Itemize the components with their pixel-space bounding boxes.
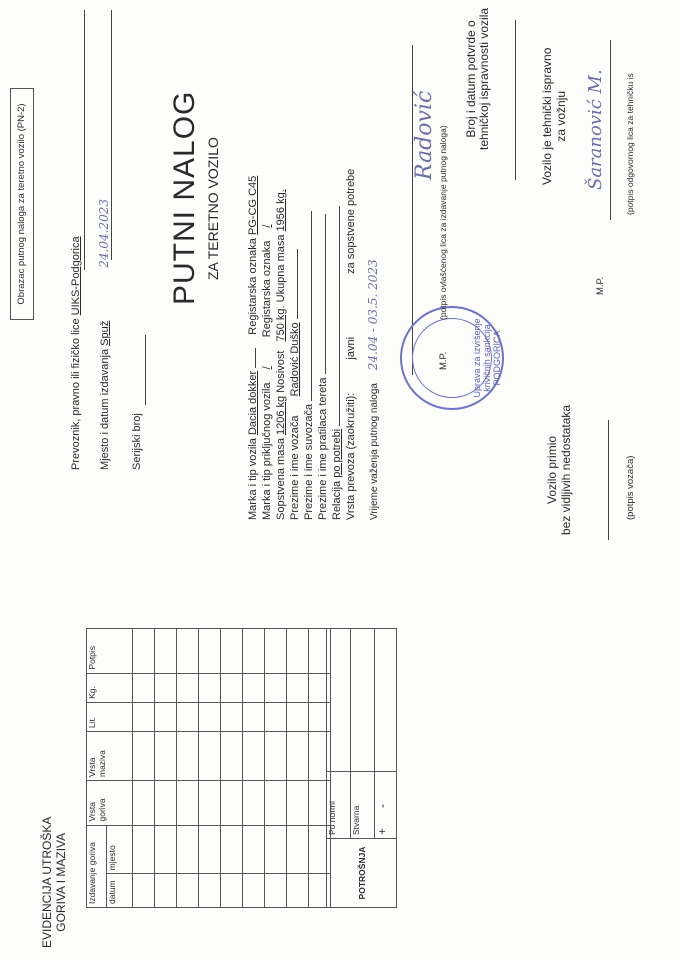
table-cell[interactable]: [221, 732, 243, 781]
transport-type-row: Vrsta prevoza (zaokružiti): javni za sopstvene potrebe: [345, 168, 357, 520]
tech-ok-label: Vozilo je tehnički ispravno za vožnju: [540, 47, 568, 185]
table-cell[interactable]: [177, 629, 199, 674]
date-value: 24.04.2023: [97, 199, 111, 268]
consumption-diff-value: [375, 629, 397, 772]
carrier-value: UIKS-Podgorica: [70, 236, 82, 316]
vehicle-block: [246, 169, 382, 520]
table-cell[interactable]: [243, 673, 265, 702]
table-cell[interactable]: [199, 732, 221, 781]
table-cell[interactable]: [243, 732, 265, 781]
table-cell[interactable]: [199, 702, 221, 731]
table-cell[interactable]: [243, 825, 265, 874]
table-row: [287, 629, 309, 908]
consumption-actual-value: [351, 629, 375, 772]
table-cell[interactable]: [155, 673, 177, 702]
driver-sign-line: [608, 420, 609, 540]
table-cell[interactable]: [177, 874, 199, 908]
table-cell[interactable]: [177, 732, 199, 781]
consumption-norm-value: [327, 629, 351, 772]
serial-line: [145, 335, 146, 405]
table-row: [133, 629, 155, 908]
table-cell[interactable]: [155, 874, 177, 908]
mp-label-bottom: M.P.: [595, 276, 606, 295]
table-row: [243, 629, 265, 908]
tech-signature: Šaranović M.: [585, 69, 606, 190]
table-row: [221, 629, 243, 908]
table-cell[interactable]: [265, 781, 287, 826]
table-cell[interactable]: [265, 629, 287, 674]
table-cell[interactable]: [133, 874, 155, 908]
col-signature: Potpis: [87, 629, 133, 674]
validity-row: Vrijeme važenja putnog naloga 24.04 - 03.5. 2023: [366, 259, 380, 520]
table-cell[interactable]: [243, 874, 265, 908]
table-cell[interactable]: [133, 825, 155, 874]
table-cell[interactable]: [199, 874, 221, 908]
col-fuel-type: Vrsta goriva: [87, 781, 133, 826]
driver-row: Prezime i ime vozača Radović Duško: [288, 169, 302, 520]
page-subtitle: ZA TERETNO VOZILO: [205, 137, 221, 280]
table-cell[interactable]: [177, 825, 199, 874]
table-cell[interactable]: [155, 629, 177, 674]
table-cell[interactable]: [287, 781, 309, 826]
tech-caption: (potpis odgovornog lica za tehničku is: [625, 73, 635, 215]
table-cell[interactable]: [287, 732, 309, 781]
tech-confirm-line: [515, 20, 516, 180]
consumption-actual: Stvarna: [351, 772, 375, 839]
table-cell[interactable]: [221, 874, 243, 908]
table-cell[interactable]: [265, 732, 287, 781]
table-cell[interactable]: [287, 874, 309, 908]
date-line: [111, 10, 112, 260]
trailer-row: Marka i tip priključnog vozila / Registarska oznaka /: [261, 224, 273, 520]
table-cell[interactable]: [133, 781, 155, 826]
table-cell[interactable]: [221, 702, 243, 731]
table-cell[interactable]: [199, 673, 221, 702]
table-cell[interactable]: [243, 629, 265, 674]
codriver-row: Prezime i ime suvozača: [302, 169, 316, 520]
fuel-record-title: EVIDENCIJA UTROŠKA GORIVA I MAZIVA: [40, 816, 68, 948]
table-cell[interactable]: [133, 673, 155, 702]
table-cell[interactable]: [155, 702, 177, 731]
mass-row: Sopstvena masa 1206 kg Nosivost 750 kg. Ukupna masa 1956 kg.: [275, 189, 287, 520]
table-cell[interactable]: [221, 825, 243, 874]
table-cell[interactable]: [287, 702, 309, 731]
place-value: Spuž: [99, 320, 111, 346]
table-cell[interactable]: [221, 629, 243, 674]
make-row: Marka i tip vozila Dacia dokker Registarska oznaka PG-CG C45: [247, 175, 259, 520]
option-own-needs[interactable]: za sopstvene potrebe: [345, 168, 357, 274]
col-issue: Izdavanje goriva: [87, 825, 107, 907]
table-cell[interactable]: [265, 874, 287, 908]
table-cell[interactable]: [199, 629, 221, 674]
table-cell[interactable]: [155, 825, 177, 874]
table-cell[interactable]: [199, 781, 221, 826]
table-cell[interactable]: [177, 781, 199, 826]
carrier-line: [84, 10, 85, 270]
official-stamp: Uprava za izvršenje krivičnih sankcija PODGORICA: [400, 306, 504, 410]
option-public[interactable]: javni: [345, 336, 357, 360]
table-cell[interactable]: [287, 825, 309, 874]
place-date-row: Mjesto i datum izdavanja Spuž 24.04.2023: [97, 199, 111, 470]
table-cell[interactable]: [155, 781, 177, 826]
table-cell[interactable]: [287, 673, 309, 702]
col-lube-type: Vrsta maziva: [87, 732, 133, 781]
page-title: PUTNI NALOG: [168, 90, 201, 305]
table-cell[interactable]: [177, 702, 199, 731]
tech-sign-line: [610, 40, 611, 220]
table-cell[interactable]: [177, 673, 199, 702]
consumption-diff: + -: [375, 772, 397, 839]
serial-row: Serijski broj: [131, 413, 143, 470]
table-cell[interactable]: [199, 825, 221, 874]
consumption-label: POTROŠNJA: [327, 839, 397, 908]
validity-value: 24.04 - 03.5. 2023: [366, 259, 380, 371]
table-cell[interactable]: [265, 673, 287, 702]
authorized-caption: (potpis ovlašćenog lica za izdavanje putnog naloga): [438, 125, 448, 320]
col-place: mjesto: [107, 825, 133, 874]
col-liters: Lit.: [87, 702, 133, 731]
table-cell[interactable]: [155, 732, 177, 781]
col-date: datum: [107, 874, 133, 908]
driver-caption: (potpis vozača): [625, 455, 636, 520]
table-row: [199, 629, 221, 908]
table-cell[interactable]: [221, 673, 243, 702]
table-cell[interactable]: [133, 702, 155, 731]
table-cell[interactable]: [133, 629, 155, 674]
table-row: [265, 629, 287, 908]
table-row: [155, 629, 177, 908]
consumption-norm: Po normi: [327, 772, 351, 839]
authorized-signature: Radović: [412, 90, 437, 180]
table-cell[interactable]: [243, 781, 265, 826]
table-cell[interactable]: [221, 781, 243, 826]
tech-confirm-label: Broj i datum potvrde o tehničkoj ispravnosti vozila: [464, 7, 491, 150]
escort-row: Prezime i ime pratilaca tereta: [316, 169, 330, 520]
form-code-box: Obrazac putnog naloga za teretno vozilo (PN-2): [10, 88, 34, 320]
table-cell[interactable]: [133, 732, 155, 781]
fuel-rows: [133, 629, 331, 908]
vehicle-received-label: Vozilo primio bez vidljivih nedostataka: [545, 404, 573, 535]
fuel-record-table: [86, 628, 331, 908]
table-cell[interactable]: [287, 629, 309, 674]
route-row: Relacija po potrebi: [330, 169, 344, 520]
table-cell[interactable]: [243, 702, 265, 731]
col-kg: Kg.: [87, 673, 133, 702]
table-cell[interactable]: [265, 825, 287, 874]
table-cell[interactable]: [265, 702, 287, 731]
table-row: [177, 629, 199, 908]
carrier-row: Prevoznik, pravno ili fizičko lice UIKS-Podgorica: [70, 236, 82, 470]
mp-label-top: M.P.: [438, 351, 449, 370]
consumption-table: [326, 628, 397, 908]
